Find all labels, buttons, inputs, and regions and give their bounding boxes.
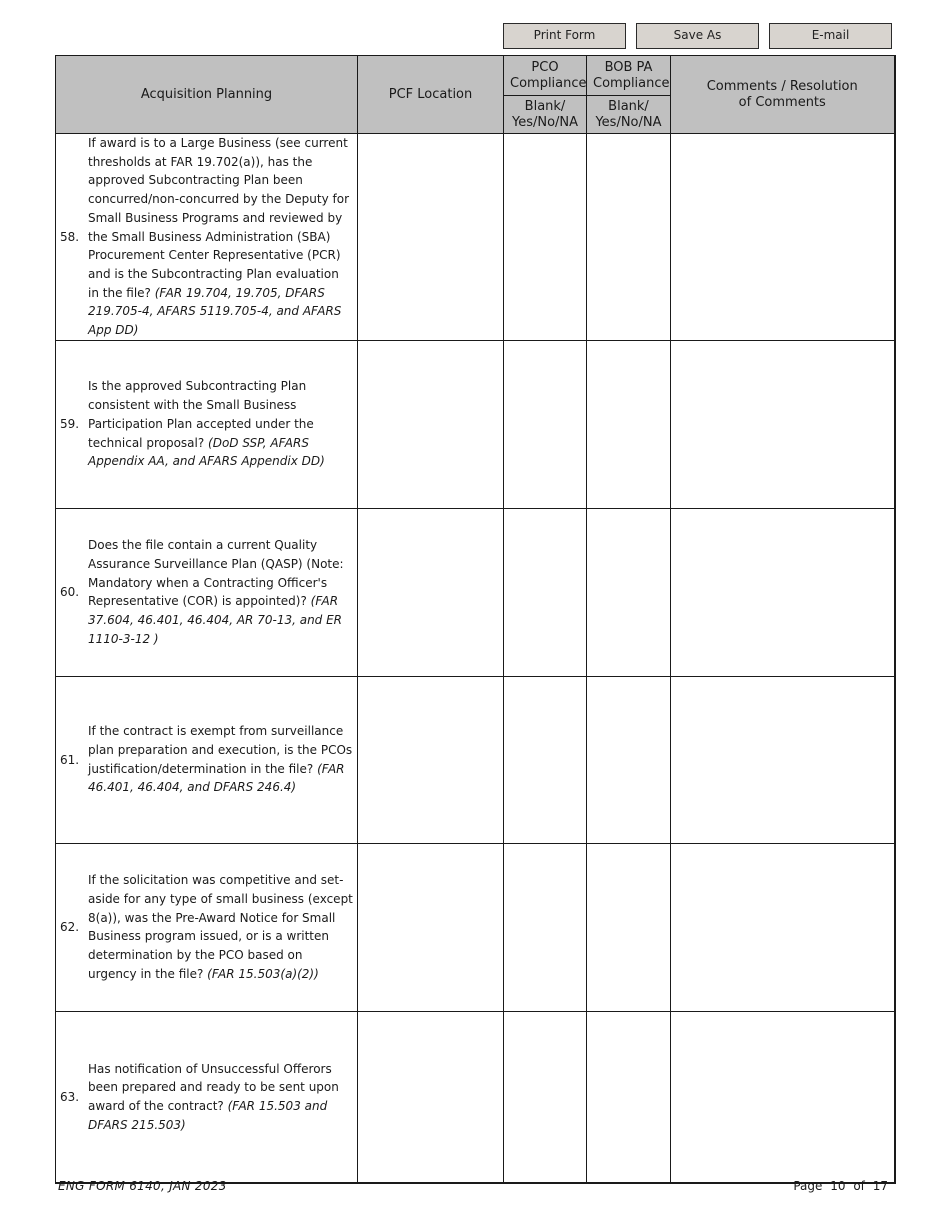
question-reference: (FAR 19.704, 19.705, DFARS 219.705-4, AFARS 5119.705-4, and AFARS App DD) — [88, 285, 342, 338]
email-button[interactable]: E-mail — [769, 23, 892, 49]
table-row — [56, 843, 895, 1011]
question-body: If the contract is exempt from surveillance plan preparation and execution, is the PCOs justification/determination in the file? — [88, 724, 353, 776]
header-pco-answer-options: Blank/ Yes/No/NA — [504, 96, 587, 134]
question-number: 63. — [60, 1089, 80, 1104]
question-body: Is the approved Subcontracting Plan consistent with the Small Business Participation Plan accepted under the technical proposal? — [88, 379, 314, 450]
comments-field[interactable] — [671, 340, 895, 508]
print-form-button[interactable]: Print Form — [503, 23, 626, 49]
question-body: Has notification of Unsuccessful Offerors been prepared and ready to be sent upon award of the contract? — [88, 1061, 339, 1113]
bob-pa-compliance-field[interactable] — [587, 1011, 671, 1183]
question-number: 62. — [60, 920, 80, 935]
pco-compliance-field[interactable] — [504, 508, 587, 676]
bob-pa-compliance-field[interactable] — [587, 843, 671, 1011]
bob-pa-compliance-field[interactable] — [587, 508, 671, 676]
header-pco-compliance: PCO Compliance — [504, 56, 587, 96]
save-as-button[interactable]: Save As — [636, 23, 759, 49]
comments-field[interactable] — [671, 1011, 895, 1183]
pco-compliance-field[interactable] — [504, 340, 587, 508]
pco-compliance-field[interactable] — [504, 1011, 587, 1183]
bob-pa-compliance-field[interactable] — [587, 340, 671, 508]
question-number: 59. — [60, 417, 80, 432]
question-cell — [56, 508, 358, 676]
question-text — [88, 377, 357, 471]
page-total: 17 — [872, 1179, 888, 1193]
pcf-location-field[interactable] — [358, 676, 504, 843]
table-row — [56, 676, 895, 843]
question-cell — [56, 676, 358, 843]
question-text — [88, 1060, 357, 1135]
header-comments: Comments / Resolution of Comments — [671, 56, 895, 134]
header-bob-answer-options: Blank/ Yes/No/NA — [587, 96, 671, 134]
table-row — [56, 134, 895, 341]
question-body: If the solicitation was competitive and set-aside for any type of small business (except 8(a)), was the Pre-Award Notice for Small Business program issued, or is a written determination by the PCO based on urgency in the file? — [88, 873, 353, 981]
question-number: 60. — [60, 585, 80, 600]
form-identifier: ENG FORM 6140, JAN 2023 — [58, 1179, 227, 1193]
question-text — [88, 536, 357, 648]
table-row — [56, 1011, 895, 1183]
comments-field[interactable] — [671, 508, 895, 676]
question-body: Does the file contain a current Quality Assurance Surveillance Plan (QASP) (Note: Mandatory when a Contracting Officer's Representative (COR) is appointed)? — [88, 538, 344, 609]
table-row — [56, 340, 895, 508]
pcf-location-field[interactable] — [358, 843, 504, 1011]
comments-field[interactable] — [671, 134, 895, 341]
question-text — [88, 871, 357, 983]
pco-compliance-field[interactable] — [504, 676, 587, 843]
question-reference: (FAR 15.503(a)(2)) — [207, 966, 319, 981]
bob-pa-compliance-field[interactable] — [587, 676, 671, 843]
pcf-location-field[interactable] — [358, 508, 504, 676]
question-body: If award is to a Large Business (see current thresholds at FAR 19.702(a)), has the approved Subcontracting Plan been concurred/non-concurred by the Deputy for Small Business Programs and reviewed by the Small Business Administration (SBA) Procurement Center Representative (PCR) and is the Subcontracting Plan evaluation in the file? — [88, 136, 350, 300]
pco-compliance-field[interactable] — [504, 134, 587, 341]
comments-field[interactable] — [671, 843, 895, 1011]
question-text — [88, 134, 357, 340]
form-toolbar — [503, 23, 894, 51]
question-cell — [56, 843, 358, 1011]
question-cell — [56, 134, 358, 341]
pcf-location-field[interactable] — [358, 340, 504, 508]
checklist-table — [55, 55, 896, 1184]
header-bob-pa-compliance: BOB PA Compliance — [587, 56, 671, 96]
question-number: 61. — [60, 752, 80, 767]
pcf-location-field[interactable] — [358, 134, 504, 341]
page-number: 10 — [830, 1179, 846, 1193]
page-label: Page — [793, 1179, 823, 1193]
question-cell — [56, 1011, 358, 1183]
header-pcf-location: PCF Location — [358, 56, 504, 134]
of-label: of — [853, 1179, 865, 1193]
question-number: 58. — [60, 229, 80, 244]
question-reference: (FAR 15.503 and DFARS 215.503) — [88, 1098, 328, 1132]
question-text — [88, 722, 357, 797]
question-reference: (FAR 37.604, 46.401, 46.404, AR 70-13, and ER 1110-3-12 ) — [88, 594, 343, 646]
header-acquisition-planning: Acquisition Planning — [56, 56, 358, 134]
pco-compliance-field[interactable] — [504, 843, 587, 1011]
table-row — [56, 508, 895, 676]
question-reference: (FAR 46.401, 46.404, and DFARS 246.4) — [88, 761, 345, 795]
question-cell — [56, 340, 358, 508]
comments-field[interactable] — [671, 676, 895, 843]
bob-pa-compliance-field[interactable] — [587, 134, 671, 341]
pcf-location-field[interactable] — [358, 1011, 504, 1183]
page-indicator — [789, 1179, 888, 1193]
question-reference: (DoD SSP, AFARS Appendix AA, and AFARS Appendix DD) — [88, 435, 325, 469]
